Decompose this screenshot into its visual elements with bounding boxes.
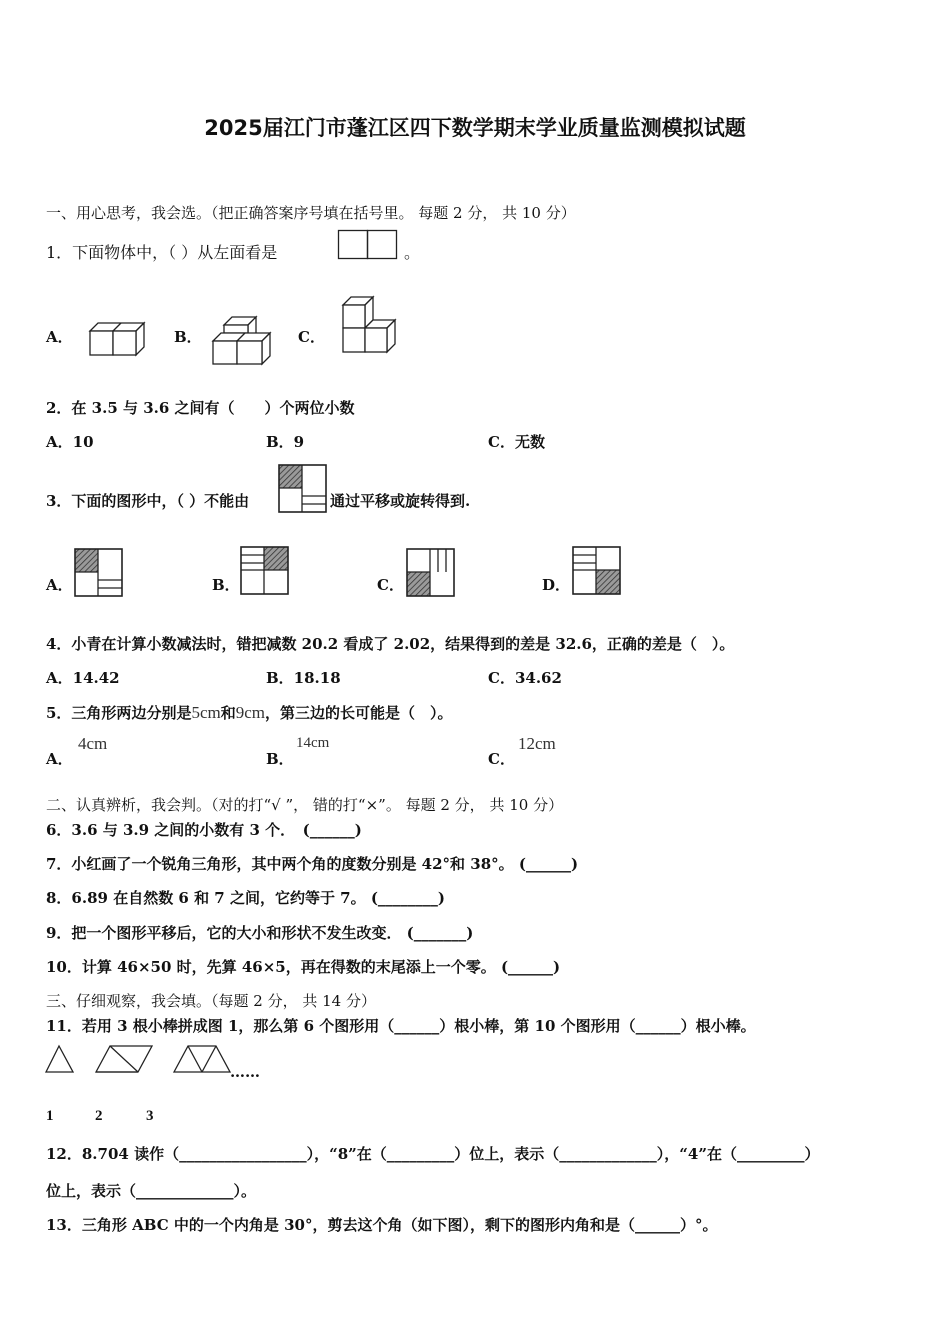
q1-left-view-figure [338, 230, 398, 260]
q5-text-part3: ，第三边的长可能是（ ）。 [265, 704, 453, 722]
q3-option-d-figure[interactable] [572, 546, 622, 596]
q3-text: 3．下面的图形中，（ ）不能由 [46, 492, 250, 510]
q1-option-b-figure[interactable] [210, 314, 272, 360]
q10-text: 10．计算 46×50 时，先算 46×5，再在得数的末尾添上一个零。 (______) [46, 958, 561, 976]
q2-option-c[interactable]: C．无数 [488, 433, 545, 451]
q3-option-a-label[interactable]: A． [46, 576, 73, 594]
q5-option-c-label[interactable]: C． [488, 750, 515, 768]
q11-pattern-figure [44, 1044, 234, 1074]
q8-text: 8．6.89 在自然数 6 和 7 之间，它约等于 7。 (________) [46, 889, 446, 907]
page-title: 2025届江门市蓬江区四下数学期末学业质量监测模拟试题 [204, 116, 746, 140]
q5-text-part1: 5．三角形两边分别是 [46, 704, 192, 722]
q5-option-c-value[interactable]: 12cm [518, 734, 556, 753]
q12-text-line1: 12．8.704 读作（_________________），“8”在（_________）位上，表示（_____________），“4”在（_________） [46, 1145, 820, 1163]
section3-heading: 三、仔细观察，我会填。（每题 2 分， 共 14 分） [46, 992, 376, 1010]
q5-option-a-value[interactable]: 4cm [78, 734, 108, 753]
q2-option-b[interactable]: B．9 [266, 433, 305, 451]
q5-length-2: 9cm [235, 703, 266, 722]
q1-option-a-label[interactable]: A． [46, 328, 73, 346]
q3-option-b-label[interactable]: B． [212, 576, 240, 594]
q3-option-c-figure[interactable] [406, 548, 456, 598]
q2-option-a[interactable]: A．10 [46, 433, 94, 451]
q5-text-part2: 和 [220, 704, 236, 722]
q1-option-a-figure[interactable] [88, 320, 148, 358]
q1-option-c-figure[interactable] [340, 295, 402, 359]
q6-text: 6．3.6 与 3.9 之间的小数有 3 个． (______) [46, 821, 362, 839]
q5-option-b-value[interactable]: 14cm [296, 735, 330, 751]
section1-heading: 一、用心思考，我会选。（把正确答案序号填在括号里。 每题 2 分， 共 10 分） [46, 204, 576, 222]
q11-label-2: 2 [95, 1108, 103, 1124]
q4-text: 4．小青在计算小数减法时，错把减数 20.2 看成了 2.02，结果得到的差是 32.6，正确的差是（ ）。 [46, 635, 735, 653]
q11-ellipsis: …… [230, 1063, 260, 1081]
q3-option-c-label[interactable]: C． [377, 576, 404, 594]
q4-option-b[interactable]: B．18.18 [266, 669, 341, 687]
q12-text-line2: 位上，表示（_____________）。 [46, 1182, 257, 1200]
q11-label-3: 3 [146, 1108, 154, 1124]
q1-option-c-label[interactable]: C． [298, 328, 325, 346]
q3-reference-figure [278, 464, 328, 514]
q2-text: 2．在 3.5 与 3.6 之间有（ ）个两位小数 [46, 399, 355, 417]
q5-text [46, 702, 453, 723]
q1-option-b-label[interactable]: B． [174, 328, 202, 346]
q1-text-end: 。 [404, 243, 421, 262]
q3-text-end: 通过平移或旋转得到. [330, 492, 471, 510]
q3-option-a-figure[interactable] [74, 548, 124, 598]
q7-text: 7．小红画了一个锐角三角形，其中两个角的度数分别是 42°和 38°。 (______) [46, 855, 579, 873]
q5-option-b-label[interactable]: B． [266, 750, 294, 768]
q9-text: 9．把一个图形平移后，它的大小和形状不发生改变． (_______) [46, 924, 474, 942]
q11-text: 11．若用 3 根小棒拼成图 1，那么第 6 个图形用（______）根小棒，第 10 个图形用（______）根小棒。 [46, 1017, 756, 1035]
q3-option-d-label[interactable]: D． [542, 576, 571, 594]
q3-option-b-figure[interactable] [240, 546, 290, 596]
q5-length-1: 5cm [191, 703, 221, 722]
q1-text: 1．下面物体中，（ ）从左面看是 [46, 243, 278, 262]
q4-option-a[interactable]: A．14.42 [46, 669, 120, 687]
q5-option-a-label[interactable]: A． [46, 750, 73, 768]
q4-option-c[interactable]: C．34.62 [488, 669, 562, 687]
q11-label-1: 1 [46, 1108, 54, 1124]
q13-text: 13．三角形 ABC 中的一个内角是 30°，剪去这个角（如下图），剩下的图形内角和是（______）°。 [46, 1216, 718, 1234]
section2-heading: 二、认真辨析，我会判。（对的打“√ ”， 错的打“×”。 每题 2 分， 共 10 分） [46, 796, 564, 814]
